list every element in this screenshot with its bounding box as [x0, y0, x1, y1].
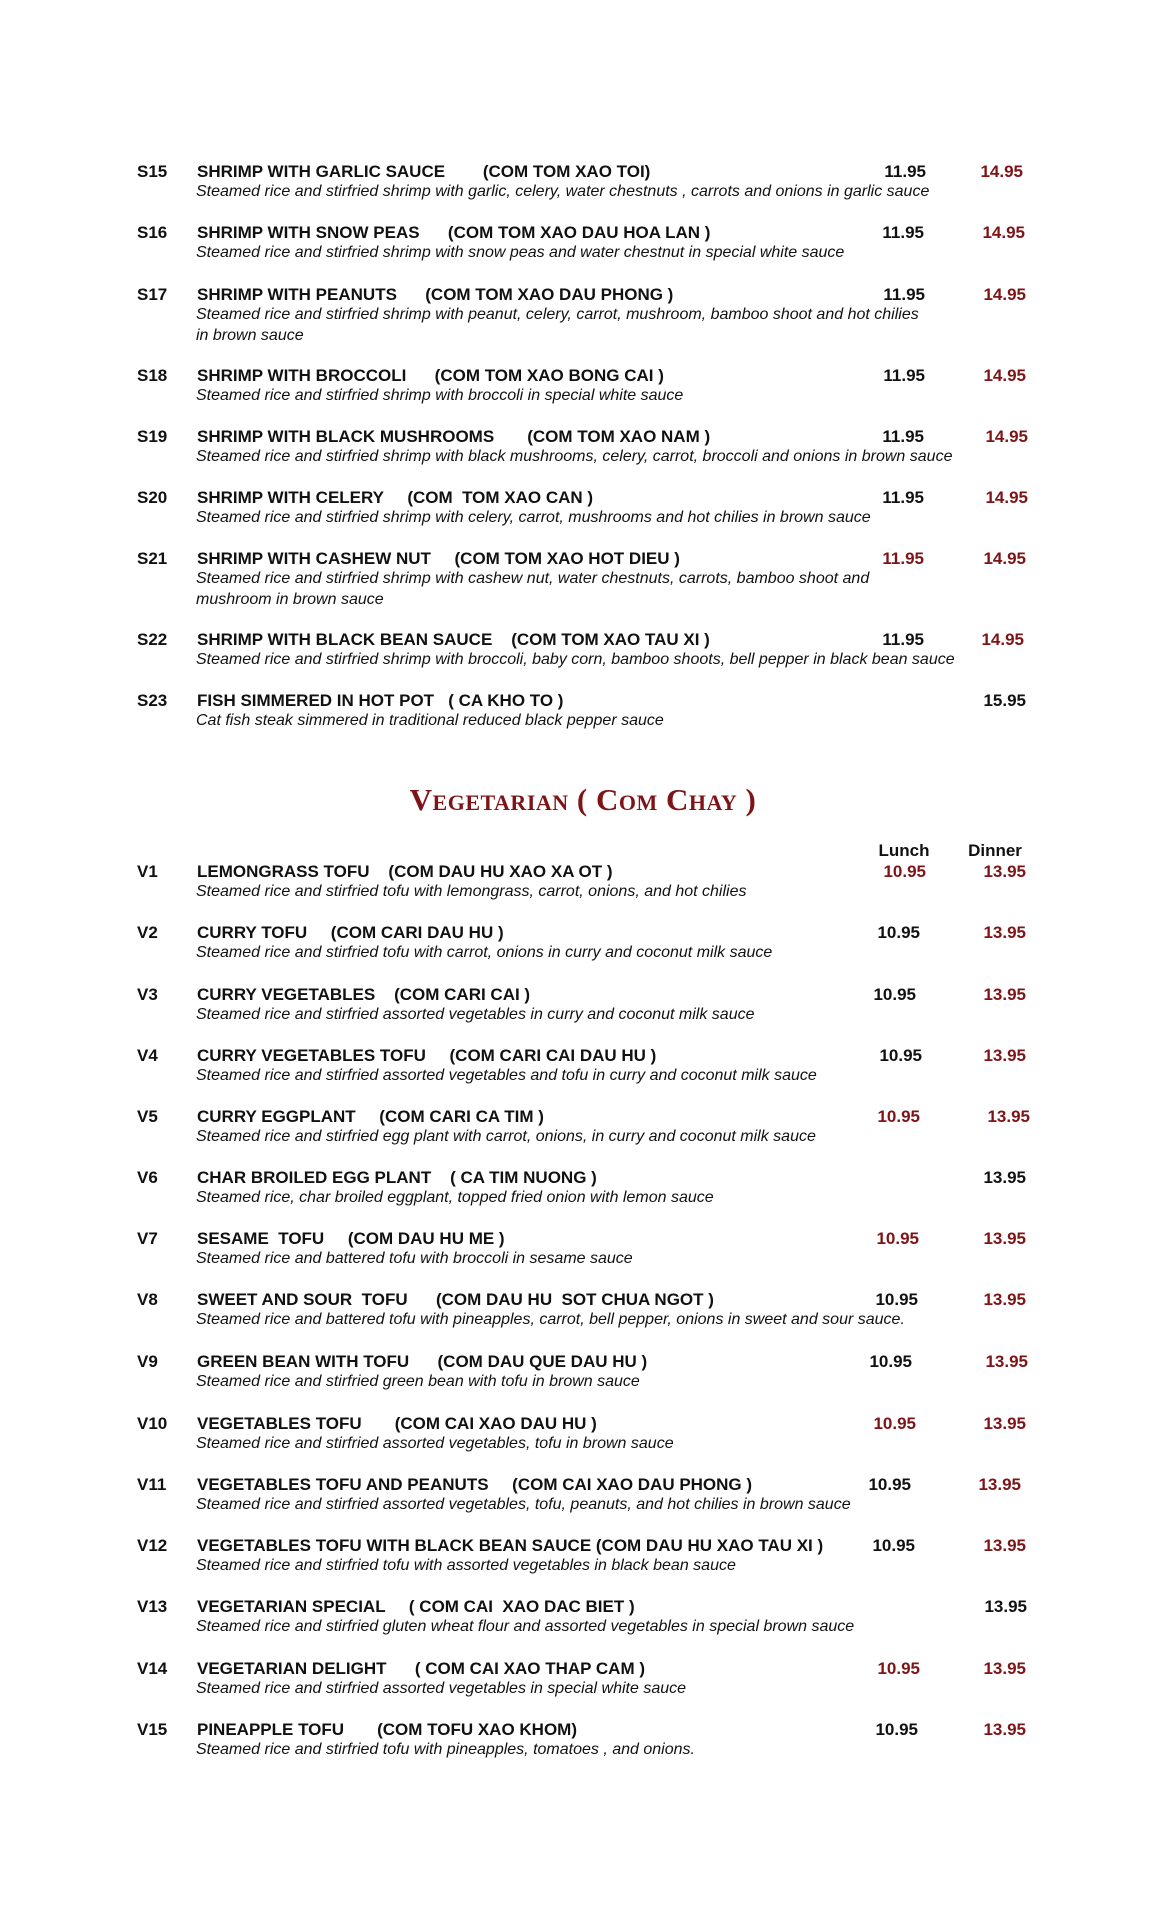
- dinner-price: 13.95: [983, 923, 1026, 942]
- item-code: V4: [137, 1046, 158, 1065]
- item-name: CURRY VEGETABLES TOFU (COM CARI CAI DAU HU ): [197, 1046, 657, 1065]
- item-code: V3: [137, 985, 158, 1004]
- item-name: VEGETARIAN SPECIAL ( COM CAI XAO DAC BIET ): [197, 1597, 635, 1616]
- item-name: SHRIMP WITH BLACK BEAN SAUCE (COM TOM XAO TAU XI ): [197, 630, 710, 649]
- item-name: SHRIMP WITH BROCCOLI (COM TOM XAO BONG CAI ): [197, 366, 664, 385]
- item-code: V2: [137, 923, 158, 942]
- item-description: Steamed rice and stirfried tofu with lemongrass, carrot, onions, and hot chilies: [196, 883, 747, 900]
- lunch-price: 10.95: [877, 923, 920, 942]
- lunch-price: 10.95: [877, 1659, 920, 1678]
- dinner-price: 13.95: [978, 1475, 1021, 1494]
- item-name: PINEAPPLE TOFU (COM TOFU XAO KHOM): [197, 1720, 577, 1739]
- item-description: Steamed rice and stirfried assorted vegetables, tofu in brown sauce: [196, 1435, 674, 1452]
- dinner-price: 13.95: [983, 1720, 1026, 1739]
- dinner-price: 13.95: [983, 862, 1026, 881]
- item-code: S19: [137, 427, 168, 446]
- item-code: S22: [137, 630, 168, 649]
- item-name: SESAME TOFU (COM DAU HU ME ): [197, 1229, 505, 1248]
- dinner-price: 14.95: [983, 549, 1026, 568]
- item-name: SWEET AND SOUR TOFU (COM DAU HU SOT CHUA NGOT ): [197, 1290, 714, 1309]
- item-code: V14: [137, 1659, 168, 1678]
- item-code: V1: [137, 862, 158, 881]
- item-name: SHRIMP WITH SNOW PEAS (COM TOM XAO DAU HOA LAN ): [197, 223, 711, 242]
- item-code: V6: [137, 1168, 158, 1187]
- item-code: S16: [137, 223, 168, 242]
- item-code: V7: [137, 1229, 158, 1248]
- item-description: Steamed rice and stirfried shrimp with garlic, celery, water chestnuts , carrots and onions in garlic sauce: [196, 183, 930, 200]
- lunch-price: 11.95: [882, 223, 924, 242]
- dinner-price: 14.95: [985, 488, 1028, 507]
- dinner-price: 14.95: [981, 630, 1024, 649]
- item-description: Steamed rice and stirfried assorted vegetables, tofu, peanuts, and hot chilies in brown sauce: [196, 1496, 851, 1513]
- item-description: Steamed rice, char broiled eggplant, topped fried onion with lemon sauce: [196, 1189, 714, 1206]
- item-code: S23: [137, 691, 168, 710]
- item-name: VEGETABLES TOFU AND PEANUTS (COM CAI XAO DAU PHONG ): [197, 1475, 753, 1494]
- dinner-price: 13.95: [983, 1229, 1026, 1248]
- lunch-price: 10.95: [875, 1290, 918, 1309]
- dinner-price: 13.95: [983, 1536, 1026, 1555]
- item-code: S20: [137, 488, 168, 507]
- dinner-price: 14.95: [980, 162, 1023, 181]
- item-description: Steamed rice and stirfried shrimp with snow peas and water chestnut in special white sauce: [196, 244, 845, 261]
- item-name: CURRY EGGPLANT (COM CARI CA TIM ): [197, 1107, 544, 1126]
- item-description: Cat fish steak simmered in traditional reduced black pepper sauce: [196, 712, 664, 729]
- lunch-price: 10.95: [879, 1046, 922, 1065]
- dinner-price: 13.95: [983, 1414, 1026, 1433]
- dinner-price: 13.95: [985, 1352, 1028, 1371]
- item-description: Steamed rice and stirfried egg plant with carrot, onions, in curry and coconut milk sauce: [196, 1128, 816, 1145]
- dinner-price: 13.95: [984, 1597, 1027, 1616]
- item-description: Steamed rice and stirfried shrimp with broccoli, baby corn, bamboo shoots, bell pepper in black bean sauce: [196, 651, 955, 668]
- item-description: Steamed rice and stirfried assorted vegetables and tofu in curry and coconut milk sauce: [196, 1067, 817, 1084]
- item-name: CURRY VEGETABLES (COM CARI CAI ): [197, 985, 531, 1004]
- section-title: Vegetarian ( Com Chay ): [409, 782, 757, 817]
- item-name: CHAR BROILED EGG PLANT ( CA TIM NUONG ): [197, 1168, 597, 1187]
- item-code: V10: [137, 1414, 168, 1433]
- lunch-price: 11.95: [882, 427, 924, 446]
- item-description: Steamed rice and stirfried tofu with pineapples, tomatoes , and onions.: [196, 1741, 695, 1758]
- item-name: VEGETABLES TOFU WITH BLACK BEAN SAUCE (COM DAU HU XAO TAU XI ): [197, 1536, 824, 1555]
- item-description: Steamed rice and stirfried tofu with assorted vegetables in black bean sauce: [196, 1557, 736, 1574]
- item-code: V5: [137, 1107, 158, 1126]
- lunch-column-header: Lunch: [878, 841, 930, 860]
- dinner-price: 14.95: [985, 427, 1028, 446]
- lunch-price: 10.95: [876, 1229, 919, 1248]
- lunch-price: 10.95: [875, 1720, 918, 1739]
- item-description: Steamed rice and stirfried shrimp with broccoli in special white sauce: [196, 387, 684, 404]
- dinner-price: 13.95: [983, 1659, 1026, 1678]
- item-name: GREEN BEAN WITH TOFU (COM DAU QUE DAU HU ): [197, 1352, 648, 1371]
- item-description: Steamed rice and stirfried shrimp with black mushrooms, celery, carrot, broccoli and onions in brown sauce: [196, 448, 953, 465]
- item-name: CURRY TOFU (COM CARI DAU HU ): [197, 923, 504, 942]
- item-description: Steamed rice and battered tofu with pineapples, carrot, bell pepper, onions in sweet and sour sauce.: [196, 1311, 905, 1328]
- item-description: Steamed rice and stirfried tofu with carrot, onions in curry and coconut milk sauce: [196, 944, 773, 961]
- dinner-price: 13.95: [987, 1107, 1030, 1126]
- item-code: S17: [137, 285, 168, 304]
- dinner-column-header: Dinner: [968, 841, 1022, 860]
- item-name: SHRIMP WITH CELERY (COM TOM XAO CAN ): [197, 488, 594, 507]
- item-code: S18: [137, 366, 168, 385]
- item-name: SHRIMP WITH GARLIC SAUCE (COM TOM XAO TOI): [197, 162, 651, 181]
- dinner-price: 14.95: [983, 285, 1026, 304]
- lunch-price: 10.95: [873, 985, 916, 1004]
- lunch-price: 11.95: [883, 285, 925, 304]
- item-description: Steamed rice and stirfried shrimp with cashew nut, water chestnuts, carrots, bamboo shoot and mushroom in brown sauce: [196, 570, 870, 608]
- item-name: VEGETABLES TOFU (COM CAI XAO DAU HU ): [197, 1414, 597, 1433]
- lunch-price: 10.95: [868, 1475, 911, 1494]
- dinner-price: 14.95: [983, 366, 1026, 385]
- item-description: Steamed rice and stirfried assorted vegetables in curry and coconut milk sauce: [196, 1006, 755, 1023]
- item-code: V12: [137, 1536, 168, 1555]
- item-name: LEMONGRASS TOFU (COM DAU HU XAO XA OT ): [197, 862, 613, 881]
- dinner-price: 14.95: [982, 223, 1025, 242]
- lunch-price: 10.95: [869, 1352, 912, 1371]
- item-code: S15: [137, 162, 168, 181]
- item-name: SHRIMP WITH CASHEW NUT (COM TOM XAO HOT DIEU ): [197, 549, 680, 568]
- dinner-price: 15.95: [983, 691, 1026, 710]
- item-name: FISH SIMMERED IN HOT POT ( CA KHO TO ): [197, 691, 564, 710]
- lunch-price: 11.95: [882, 488, 924, 507]
- item-name: SHRIMP WITH BLACK MUSHROOMS (COM TOM XAO NAM ): [197, 427, 711, 446]
- item-description: Steamed rice and battered tofu with broccoli in sesame sauce: [196, 1250, 633, 1267]
- item-description: Steamed rice and stirfried assorted vegetables in special white sauce: [196, 1680, 687, 1697]
- lunch-price: 11.95: [884, 162, 926, 181]
- item-description: Steamed rice and stirfried shrimp with celery, carrot, mushrooms and hot chilies in brown sauce: [196, 509, 871, 526]
- item-code: S21: [137, 549, 168, 568]
- lunch-price: 11.95: [883, 366, 925, 385]
- lunch-price: 11.95: [882, 549, 924, 568]
- item-code: V13: [137, 1597, 168, 1616]
- item-name: VEGETARIAN DELIGHT ( COM CAI XAO THAP CAM ): [197, 1659, 645, 1678]
- item-description: Steamed rice and stirfried green bean with tofu in brown sauce: [196, 1373, 640, 1390]
- dinner-price: 13.95: [983, 985, 1026, 1004]
- lunch-price: 10.95: [872, 1536, 915, 1555]
- dinner-price: 13.95: [983, 1168, 1026, 1187]
- item-code: V8: [137, 1290, 158, 1309]
- item-code: V15: [137, 1720, 168, 1739]
- item-description: Steamed rice and stirfried gluten wheat flour and assorted vegetables in special brown sauce: [196, 1618, 855, 1635]
- lunch-price: 10.95: [873, 1414, 916, 1433]
- lunch-price: 10.95: [883, 862, 926, 881]
- dinner-price: 13.95: [983, 1290, 1026, 1309]
- dinner-price: 13.95: [983, 1046, 1026, 1065]
- item-code: V9: [137, 1352, 158, 1371]
- lunch-price: 10.95: [877, 1107, 920, 1126]
- item-name: SHRIMP WITH PEANUTS (COM TOM XAO DAU PHONG ): [197, 285, 674, 304]
- item-description: Steamed rice and stirfried shrimp with peanut, celery, carrot, mushroom, bamboo shoot and hot chilies in brown sauce: [196, 306, 919, 344]
- item-code: V11: [137, 1475, 167, 1494]
- lunch-price: 11.95: [882, 630, 924, 649]
